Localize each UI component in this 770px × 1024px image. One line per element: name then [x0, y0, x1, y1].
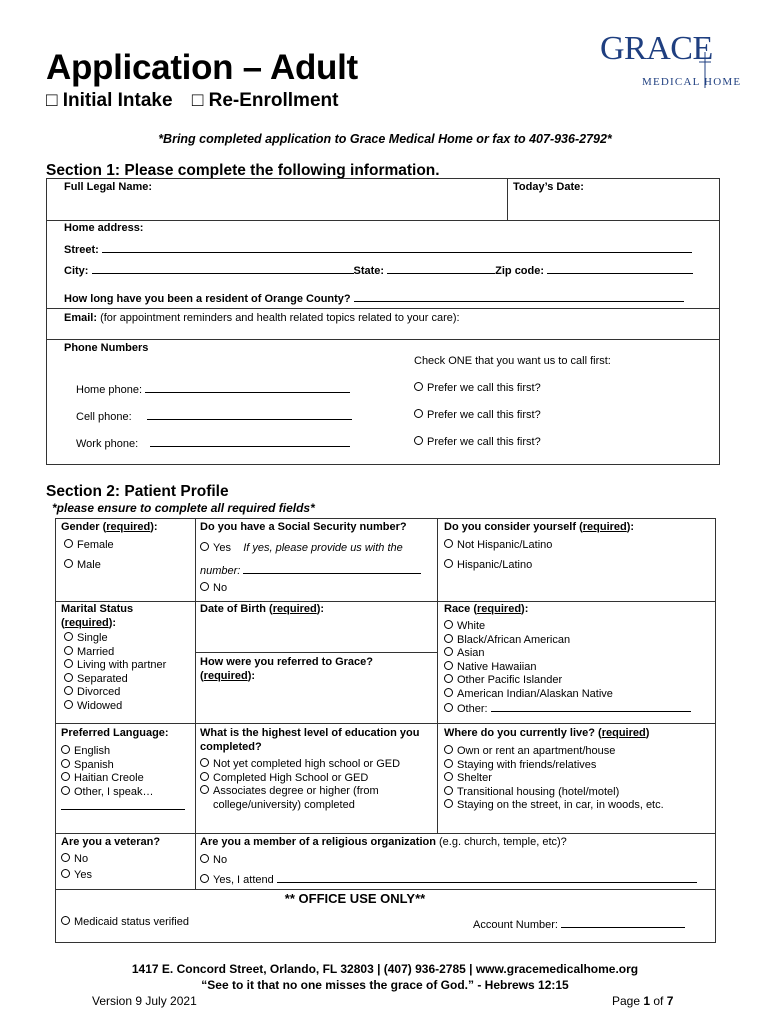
email-row	[64, 312, 460, 324]
race-pacific-islander[interactable]: Other Pacific Islander	[444, 674, 691, 688]
city-row	[64, 263, 693, 277]
radio-icon	[200, 854, 209, 863]
home-address-label: Home address:	[64, 222, 144, 234]
radio-icon	[444, 559, 453, 568]
marital-living-with-partner[interactable]: Living with partner	[64, 659, 166, 673]
cross-icon	[698, 50, 712, 90]
account-number-label: Account Number:	[473, 919, 558, 931]
radio-icon	[444, 661, 453, 670]
race-native-hawaiian[interactable]: Native Hawaiian	[444, 661, 691, 675]
radio-icon	[64, 632, 73, 641]
language-other-field[interactable]	[61, 799, 185, 810]
education-options	[200, 758, 400, 812]
live-label: Where do you currently live? (required)	[444, 727, 650, 739]
office-use-heading: ** OFFICE USE ONLY**	[284, 891, 426, 906]
live-own-rent[interactable]: Own or rent an apartment/house	[444, 745, 664, 759]
ssn-yes[interactable]: Yes If yes, please provide us with the	[200, 542, 403, 556]
radio-icon	[61, 916, 70, 925]
radio-icon	[414, 409, 423, 418]
radio-icon	[414, 382, 423, 391]
cell-phone-label: Cell phone:	[76, 411, 132, 423]
race-label: Race (required):	[444, 603, 529, 615]
language-spanish[interactable]: Spanish	[61, 759, 185, 773]
race-black[interactable]: Black/African American	[444, 634, 691, 648]
home-phone-label: Home phone:	[76, 384, 143, 396]
radio-icon	[64, 700, 73, 709]
ssn-label: Do you have a Social Security number?	[200, 521, 407, 533]
section1-heading: Section 1: Please complete the following information.	[46, 162, 440, 179]
education-associates[interactable]: Associates degree or higher (from	[200, 785, 400, 799]
education-high-school[interactable]: Completed High School or GED	[200, 772, 400, 786]
account-number-field[interactable]	[561, 917, 685, 928]
resident-field[interactable]	[354, 291, 684, 302]
radio-icon	[64, 686, 73, 695]
section2-note: *please ensure to complete all required fields*	[52, 501, 315, 515]
todays-date-label: Today’s Date:	[513, 181, 584, 193]
home-phone-prefer[interactable]: Prefer we call this first?	[414, 382, 541, 394]
street-row	[64, 242, 692, 256]
dob-label: Date of Birth (required):	[200, 603, 325, 615]
live-friends[interactable]: Staying with friends/relatives	[444, 759, 664, 773]
radio-icon	[61, 786, 70, 795]
marital-divorced[interactable]: Divorced	[64, 686, 166, 700]
radio-icon	[444, 703, 453, 712]
radio-icon	[444, 620, 453, 629]
street-label: Street:	[64, 244, 99, 256]
grace-logo	[598, 30, 748, 94]
veteran-label: Are you a veteran?	[61, 836, 161, 848]
religion-yes[interactable]: Yes, I attend	[200, 872, 697, 888]
referred-label: How were you referred to Grace? (required):	[200, 656, 373, 682]
city-field[interactable]	[92, 263, 354, 274]
full-legal-name-label: Full Legal Name:	[64, 181, 153, 193]
marital-options	[64, 632, 166, 713]
medicaid-verified[interactable]: Medicaid status verified	[61, 916, 189, 930]
zip-field[interactable]	[547, 263, 693, 274]
home-phone-field[interactable]	[145, 382, 350, 393]
home-phone-row	[76, 382, 350, 396]
race-other[interactable]: Other:	[444, 701, 691, 717]
radio-icon	[61, 745, 70, 754]
radio-icon	[444, 688, 453, 697]
radio-icon	[444, 745, 453, 754]
page-title: Application – Adult	[46, 48, 358, 87]
radio-icon	[200, 772, 209, 781]
education-not-completed[interactable]: Not yet completed high school or GED	[200, 758, 400, 772]
live-street[interactable]: Staying on the street, in car, in woods, etc.	[444, 799, 664, 813]
radio-icon	[200, 874, 209, 883]
email-label: Email:	[64, 312, 98, 324]
cell-phone-row	[76, 409, 352, 423]
ssn-number-row: number:	[200, 563, 421, 579]
marital-separated[interactable]: Separated	[64, 673, 166, 687]
resident-label: How long have you been a resident of Orange County?	[64, 293, 351, 305]
marital-widowed[interactable]: Widowed	[64, 700, 166, 714]
page-indicator: Page 1 of 7	[612, 994, 674, 1008]
radio-icon	[444, 634, 453, 643]
ethnicity-label: Do you consider yourself (required):	[444, 521, 635, 533]
language-label: Preferred Language:	[61, 727, 169, 739]
enrollment-type	[46, 90, 352, 112]
live-transitional[interactable]: Transitional housing (hotel/motel)	[444, 786, 664, 800]
radio-icon	[64, 539, 73, 548]
bring-note: *Bring completed application to Grace Medical Home or fax to 407-936-2792*	[158, 132, 612, 146]
marital-married[interactable]: Married	[64, 646, 166, 660]
marital-label: Marital Status (required):	[61, 603, 134, 629]
work-phone-row	[76, 436, 350, 450]
live-options	[444, 745, 664, 813]
radio-icon	[444, 647, 453, 656]
religion-no[interactable]: No	[200, 854, 227, 868]
ssn-no[interactable]: No	[200, 582, 227, 596]
radio-icon	[200, 785, 209, 794]
email-note: (for appointment reminders and health related topics related to your care):	[100, 312, 460, 324]
religion-label: Are you a member of a religious organization (e.g. church, temple, etc)?	[200, 836, 567, 848]
radio-icon	[444, 539, 453, 548]
radio-icon	[200, 758, 209, 767]
language-english[interactable]: English	[61, 745, 185, 759]
re-enrollment-checkbox[interactable]: □ Re-Enrollment	[191, 90, 339, 111]
veteran-yes[interactable]: Yes	[61, 869, 92, 883]
radio-icon	[414, 436, 423, 445]
language-options	[61, 745, 185, 815]
initial-intake-checkbox[interactable]: □ Initial Intake	[46, 90, 173, 111]
account-number-row	[473, 917, 685, 933]
radio-icon	[444, 674, 453, 683]
radio-icon	[61, 869, 70, 878]
radio-icon	[200, 582, 209, 591]
live-shelter[interactable]: Shelter	[444, 772, 664, 786]
radio-icon	[444, 799, 453, 808]
zip-label: Zip code:	[495, 265, 545, 277]
marital-single[interactable]: Single	[64, 632, 166, 646]
radio-icon	[200, 542, 209, 551]
veteran-no[interactable]: No	[61, 853, 88, 867]
resident-row	[64, 291, 684, 305]
race-asian[interactable]: Asian	[444, 647, 691, 661]
race-american-indian[interactable]: American Indian/Alaskan Native	[444, 688, 691, 702]
gender-male[interactable]: Male	[64, 559, 101, 573]
ethnicity-not-hispanic[interactable]: Not Hispanic/Latino	[444, 539, 552, 553]
cell-phone-field[interactable]	[147, 409, 352, 420]
radio-icon	[444, 759, 453, 768]
phone-numbers-label: Phone Numbers	[64, 342, 149, 354]
religion-field[interactable]	[277, 872, 697, 883]
cell-phone-prefer[interactable]: Prefer we call this first?	[414, 409, 541, 421]
version-label: Version 9 July 2021	[92, 994, 197, 1008]
section2-heading: Section 2: Patient Profile	[46, 483, 229, 500]
footer-quote: “See to it that no one misses the grace of God.” - Hebrews 12:15	[201, 978, 569, 992]
race-options	[444, 620, 691, 717]
radio-icon	[64, 673, 73, 682]
ssn-number-field[interactable]	[243, 563, 421, 574]
work-phone-prefer[interactable]: Prefer we call this first?	[414, 436, 541, 448]
check-one-label: Check ONE that you want us to call first:	[414, 355, 611, 367]
radio-icon	[61, 853, 70, 862]
education-associates-cont: college/university) completed	[213, 798, 355, 811]
radio-icon	[64, 646, 73, 655]
education-label: What is the highest level of education you completed?	[200, 727, 420, 753]
work-phone-field[interactable]	[150, 436, 350, 447]
logo-sub: MEDICAL HOME	[642, 76, 742, 88]
state-field[interactable]	[387, 263, 495, 274]
footer-address: 1417 E. Concord Street, Orlando, FL 32803 | (407) 936-2785 | www.gracemedicalhome.org	[131, 962, 639, 976]
radio-icon	[64, 559, 73, 568]
language-haitian-creole[interactable]: Haitian Creole	[61, 772, 185, 786]
radio-icon	[61, 759, 70, 768]
work-phone-label: Work phone:	[76, 438, 139, 450]
state-label: State:	[353, 265, 385, 277]
gender-label: Gender (required):	[61, 521, 158, 533]
logo-main: GRACE	[600, 30, 713, 67]
ethnicity-hispanic[interactable]: Hispanic/Latino	[444, 559, 532, 573]
radio-icon	[61, 772, 70, 781]
radio-icon	[444, 772, 453, 781]
street-field[interactable]	[102, 242, 692, 253]
language-other[interactable]: Other, I speak…	[61, 786, 185, 800]
race-other-field[interactable]	[491, 701, 691, 712]
race-white[interactable]: White	[444, 620, 691, 634]
city-label: City:	[64, 265, 89, 277]
gender-female[interactable]: Female	[64, 539, 114, 553]
radio-icon	[444, 786, 453, 795]
radio-icon	[64, 659, 73, 668]
